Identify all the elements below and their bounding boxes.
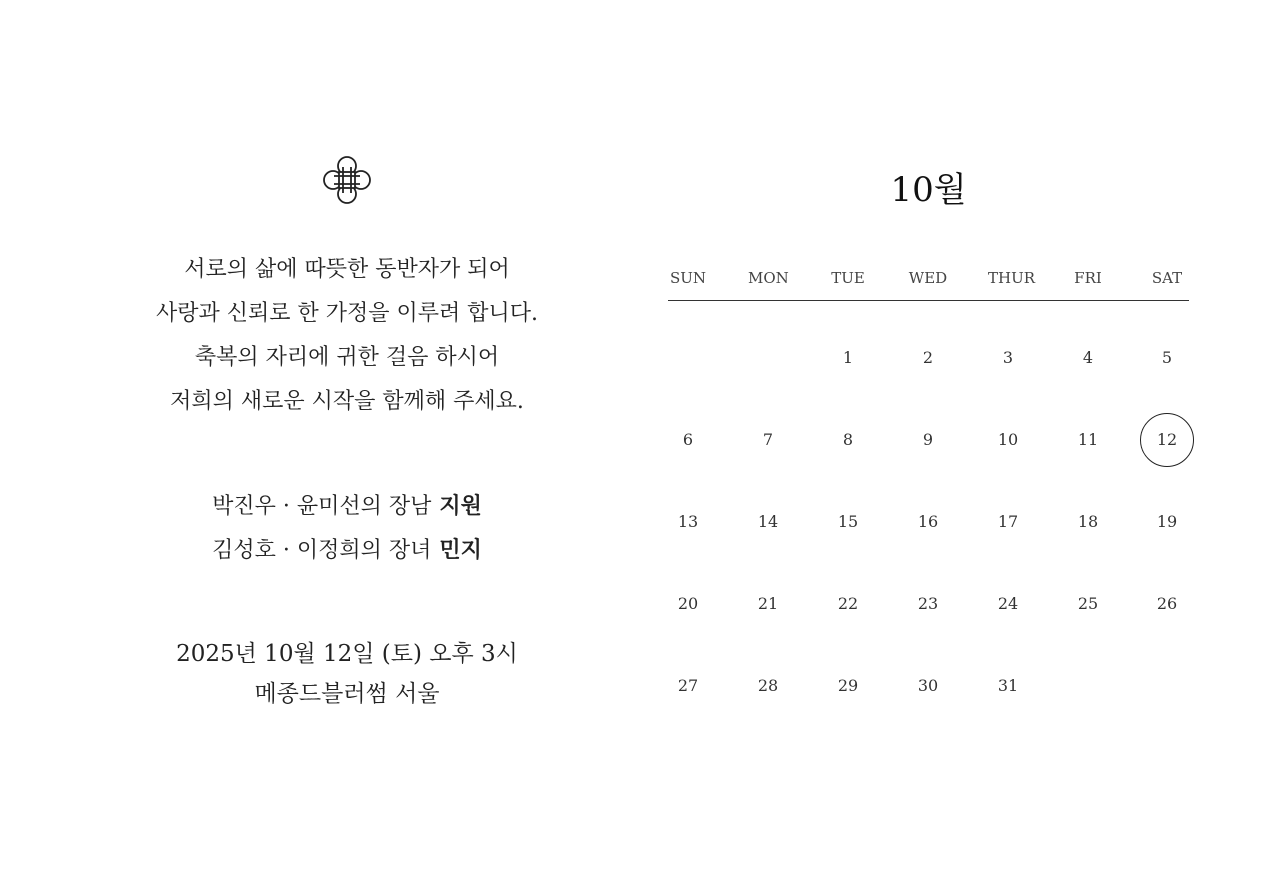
weekday-label: FRI xyxy=(1074,269,1102,287)
calendar-day: 26 xyxy=(1156,594,1178,613)
weekday-label: SAT xyxy=(1151,269,1183,287)
weekday-label: SUN xyxy=(669,269,707,287)
groom-parents: 박진우 · 윤미선의 장남 xyxy=(212,494,432,519)
calendar-day: 17 xyxy=(997,512,1019,531)
calendar-day: 16 xyxy=(917,512,939,531)
calendar-day: 10 xyxy=(997,430,1019,449)
calendar-day: 29 xyxy=(837,676,859,695)
calendar-day: 5 xyxy=(1161,348,1173,367)
calendar-day: 21 xyxy=(757,594,779,613)
calendar-day: 15 xyxy=(837,512,859,531)
calendar-day: 3 xyxy=(1002,348,1014,367)
message-line: 저희의 새로운 시작을 함께해 주세요. xyxy=(170,389,524,414)
message-line: 서로의 삶에 따뜻한 동반자가 되어 xyxy=(184,257,510,282)
message-line: 축복의 자리에 귀한 걸음 하시어 xyxy=(194,345,500,370)
calendar-day: 31 xyxy=(997,676,1019,695)
calendar-day: 20 xyxy=(677,594,699,613)
calendar-day: 8 xyxy=(842,430,854,449)
calendar-day-highlighted: 12 xyxy=(1156,430,1178,449)
calendar-day: 14 xyxy=(757,512,779,531)
calendar-day: 30 xyxy=(917,676,939,695)
calendar-day-grid xyxy=(668,160,1189,720)
bride-parents: 김성호 · 이정희의 장녀 xyxy=(212,538,432,563)
calendar-day: 27 xyxy=(677,676,699,695)
calendar-day: 25 xyxy=(1077,594,1099,613)
bride-line xyxy=(107,528,587,572)
calendar-day: 1 xyxy=(842,348,854,367)
calendar-day: 24 xyxy=(997,594,1019,613)
weekday-label: MON xyxy=(748,269,789,287)
event-venue: 메종드블러썸 서울 xyxy=(254,681,440,707)
calendar-day: 6 xyxy=(682,430,694,449)
calendar-day: 22 xyxy=(837,594,859,613)
calendar-day: 11 xyxy=(1077,430,1099,449)
event-date-time: 2025년 10월 12일 (토) 오후 3시 xyxy=(176,641,518,667)
calendar-day: 28 xyxy=(757,676,779,695)
weekday-label: THUR xyxy=(988,269,1036,287)
groom-line xyxy=(107,484,587,528)
calendar-day: 7 xyxy=(762,430,774,449)
calendar-day: 9 xyxy=(922,430,934,449)
bride-name: 민지 xyxy=(439,537,482,563)
calendar-day: 2 xyxy=(922,348,934,367)
invitation-message xyxy=(107,248,587,424)
calendar-day: 19 xyxy=(1156,512,1178,531)
calendar-month-title: 10월 xyxy=(890,170,967,210)
knot-emblem-icon xyxy=(322,155,372,205)
weekday-label: TUE xyxy=(831,269,865,287)
weekday-label: WED xyxy=(908,269,948,287)
groom-name: 지원 xyxy=(439,493,482,519)
event-details xyxy=(107,634,587,714)
calendar-day: 23 xyxy=(917,594,939,613)
calendar-day: 4 xyxy=(1082,348,1094,367)
message-line: 사랑과 신뢰로 한 가정을 이루려 합니다. xyxy=(156,301,538,326)
family-names xyxy=(107,484,587,572)
calendar-day: 13 xyxy=(677,512,699,531)
calendar-day: 18 xyxy=(1077,512,1099,531)
